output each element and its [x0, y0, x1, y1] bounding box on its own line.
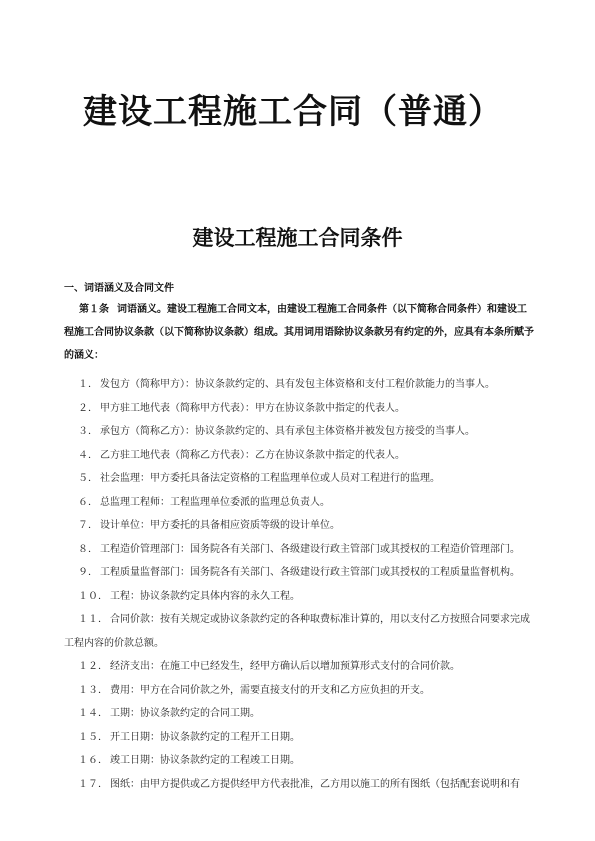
- item-text: 图纸：由甲方提供或乙方提供经甲方代表批准，乙方用以施工的所有图纸（包括配套说明和有: [110, 778, 520, 790]
- item-number: ３．: [78, 426, 98, 437]
- article-number: 第１条: [79, 304, 109, 315]
- item-number: １０．: [78, 590, 108, 602]
- section-heading: 一、词语涵义及合同文件: [64, 283, 174, 294]
- item-number: ９．: [78, 567, 98, 578]
- article-text: 词语涵义。建设工程施工合同文本，由建设工程施工合同条件（以下简称合同条件）和建设工程施工合同协议条款（以下简称协议条款）组成。其用词用语除协议条款另有约定的外，应具有本条所赋予的涵义：: [64, 304, 534, 361]
- list-item: [64, 773, 534, 797]
- list-item: [64, 655, 534, 679]
- item-number: ７．: [78, 520, 98, 531]
- item-text: 工程：协议条款约定具体内容的永久工程。: [110, 590, 300, 602]
- list-item: [64, 749, 534, 773]
- item-number: １３．: [78, 684, 108, 696]
- list-item: [64, 679, 534, 703]
- list-item: [64, 420, 534, 444]
- item-text: 乙方驻工地代表（简称乙方代表）：乙方在协议条款中指定的代表人。: [100, 449, 405, 461]
- list-item: [64, 491, 534, 515]
- item-text: 工程质量监督部门：国务院各有关部门、各级建设行政主管部门或其授权的工程质量监督机构。: [100, 567, 520, 578]
- item-number: ６．: [78, 496, 98, 508]
- list-item: [64, 585, 534, 609]
- item-number: １１．: [78, 614, 108, 625]
- item-text: 社会监理：甲方委托具备法定资格的工程监理单位或人员对工程进行的监理。: [100, 473, 440, 484]
- item-text: 开工日期：协议条款约定的工程开工日期。: [110, 731, 300, 743]
- article-intro: [64, 298, 534, 367]
- item-text: 总监理工程师：工程监理单位委派的监理总负责人。: [100, 496, 330, 508]
- item-text: 经济支出：在施工中已经发生，经甲方确认后以增加预算形式支付的合同价款。: [110, 661, 460, 672]
- list-item: [64, 467, 534, 491]
- list-item: [64, 702, 534, 726]
- item-text: 竣工日期：协议条款约定的工程竣工日期。: [110, 755, 300, 766]
- item-number: ５．: [78, 473, 98, 484]
- item-number: １６．: [78, 755, 108, 766]
- list-item: [64, 561, 534, 585]
- item-number: １７．: [78, 778, 108, 790]
- list-item: [64, 373, 534, 397]
- item-number: １４．: [78, 708, 108, 719]
- list-item: [64, 397, 534, 421]
- item-number: １２．: [78, 661, 108, 672]
- list-item: [64, 608, 534, 655]
- list-item: [64, 514, 534, 538]
- item-text: 工程造价管理部门：国务院各有关部门、各级建设行政主管部门或其授权的工程造价管理部门。: [100, 543, 520, 555]
- item-text: 费用：甲方在合同价款之外，需要直接支付的开支和乙方应负担的开支。: [110, 684, 430, 696]
- item-number: ８．: [78, 543, 98, 555]
- item-text: 合同价款：按有关规定或协议条款约定的各种取费标准计算的，用以支付乙方按照合同要求完成工程内容的价款总额。: [64, 614, 530, 649]
- item-text: 甲方驻工地代表（简称甲方代表）：甲方在协议条款中指定的代表人。: [100, 402, 405, 414]
- item-text: 承包方（简称乙方）：协议条款约定的、具有承包主体资格并被发包方接受的当事人。: [100, 426, 475, 437]
- list-item: [64, 538, 534, 562]
- item-number: １５．: [78, 731, 108, 743]
- item-text: 工期：协议条款约定的合同工期。: [110, 708, 260, 719]
- item-text: 设计单位：甲方委托的具备相应资质等级的设计单位。: [100, 520, 340, 531]
- item-number: ２．: [78, 402, 98, 414]
- list-item: [64, 726, 534, 750]
- item-text: 发包方（简称甲方）：协议条款约定的、具有发包主体资格和支付工程价款能力的当事人。: [100, 379, 495, 390]
- document-title: 建设工程施工合同（普通）: [83, 92, 503, 132]
- list-item: [64, 444, 534, 468]
- item-number: ４．: [78, 449, 98, 461]
- definition-list: [64, 373, 534, 796]
- document-subtitle: 建设工程施工合同条件: [192, 226, 403, 250]
- item-number: １．: [78, 379, 98, 390]
